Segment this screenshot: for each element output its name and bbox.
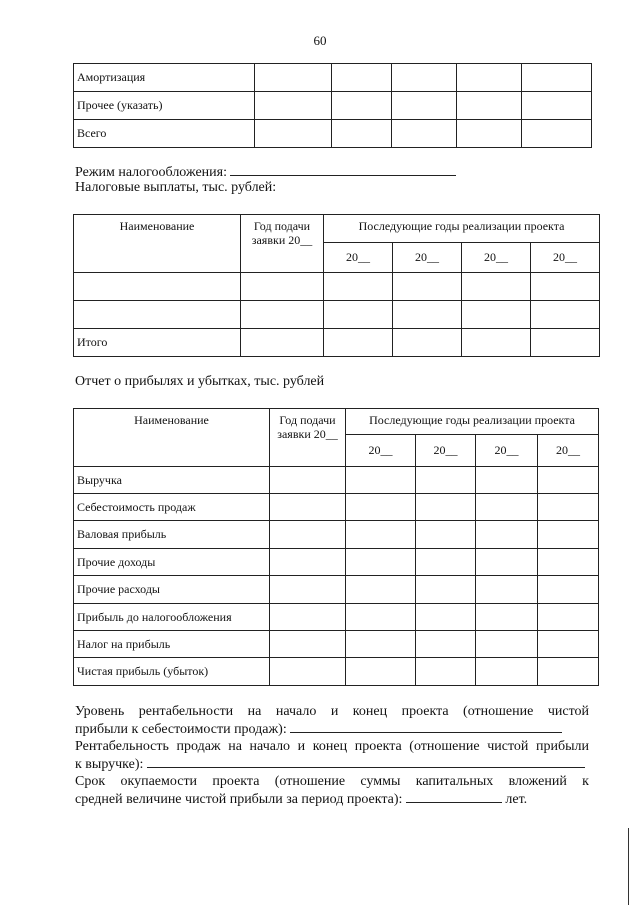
top-table bbox=[73, 63, 592, 148]
table-row bbox=[74, 301, 600, 329]
table-row bbox=[74, 64, 592, 92]
table-row bbox=[74, 467, 599, 494]
year-header: 20__ bbox=[531, 243, 600, 273]
table-row bbox=[74, 549, 599, 576]
row-label: Итого bbox=[74, 329, 241, 357]
tax-regime-line bbox=[75, 163, 456, 181]
table-row bbox=[74, 604, 599, 631]
year-header: 20__ bbox=[476, 435, 538, 467]
table-row bbox=[74, 92, 592, 120]
payback-line-2: средней величине чистой прибыли за период проекта): лет. bbox=[75, 792, 528, 807]
profitability-line-1: Уровень рентабельности на начало и конец проекта (отношение чистой bbox=[75, 704, 589, 719]
col-header-name: Наименование bbox=[74, 215, 241, 273]
row-label: Налог на прибыль bbox=[74, 631, 270, 658]
sales-profitability-blank bbox=[147, 755, 585, 768]
sales-profitability-line-2: к выручке): bbox=[75, 755, 589, 773]
year-header: 20__ bbox=[393, 243, 462, 273]
row-label: Всего bbox=[74, 120, 255, 148]
year-header: 20__ bbox=[346, 435, 416, 467]
year-header: 20__ bbox=[462, 243, 531, 273]
table-row bbox=[74, 273, 600, 301]
row-label: Прочее (указать) bbox=[74, 92, 255, 120]
table-row bbox=[74, 658, 599, 686]
profitability-blank bbox=[290, 720, 562, 733]
year-header: 20__ bbox=[538, 435, 599, 467]
payback-blank bbox=[406, 790, 502, 803]
row-label: Амортизация bbox=[74, 64, 255, 92]
pl-table bbox=[73, 408, 599, 686]
col-header-app-year: Год подачи заявки 20__ bbox=[270, 409, 346, 467]
profitability-paragraph bbox=[75, 704, 589, 738]
row-label: Прочие расходы bbox=[74, 576, 270, 604]
year-header: 20__ bbox=[416, 435, 476, 467]
table-row bbox=[74, 631, 599, 658]
col-header-following-years: Последующие годы реализации проекта bbox=[324, 215, 600, 243]
row-label: Валовая прибыль bbox=[74, 521, 270, 549]
sales-profitability-paragraph bbox=[75, 739, 589, 773]
col-header-following-years: Последующие годы реализации проекта bbox=[346, 409, 599, 435]
sales-profitability-line-1: Рентабельность продаж на начало и конец проекта (отношение чистой прибыли bbox=[75, 739, 589, 754]
profitability-line-2: прибыли к себестоимости продаж): bbox=[75, 720, 589, 738]
col-header-app-year: Год подачи заявки 20__ bbox=[241, 215, 324, 273]
col-header-name: Наименование bbox=[74, 409, 270, 467]
row-label: Прочие доходы bbox=[74, 549, 270, 576]
tax-regime-label: Режим налогообложения: bbox=[75, 165, 227, 180]
table-row bbox=[74, 521, 599, 549]
row-label bbox=[74, 273, 241, 301]
table-row bbox=[74, 494, 599, 521]
pl-title: Отчет о прибылях и убытках, тыс. рублей bbox=[75, 374, 325, 389]
row-label: Чистая прибыль (убыток) bbox=[74, 658, 270, 686]
page-number: 60 bbox=[313, 33, 327, 48]
tax-regime-blank bbox=[230, 163, 456, 176]
scan-edge-line bbox=[628, 828, 629, 905]
payback-paragraph bbox=[75, 774, 589, 808]
table-row bbox=[74, 576, 599, 604]
table-row bbox=[74, 329, 600, 357]
tax-table bbox=[73, 214, 600, 357]
tax-payments-title: Налоговые выплаты, тыс. рублей: bbox=[75, 180, 277, 195]
row-label: Себестоимость продаж bbox=[74, 494, 270, 521]
table-row bbox=[74, 120, 592, 148]
payback-line-1: Срок окупаемости проекта (отношение суммы капитальных вложений к bbox=[75, 774, 589, 789]
row-label: Прибыль до налогообложения bbox=[74, 604, 270, 631]
row-label: Выручка bbox=[74, 467, 270, 494]
year-header: 20__ bbox=[324, 243, 393, 273]
row-label bbox=[74, 301, 241, 329]
